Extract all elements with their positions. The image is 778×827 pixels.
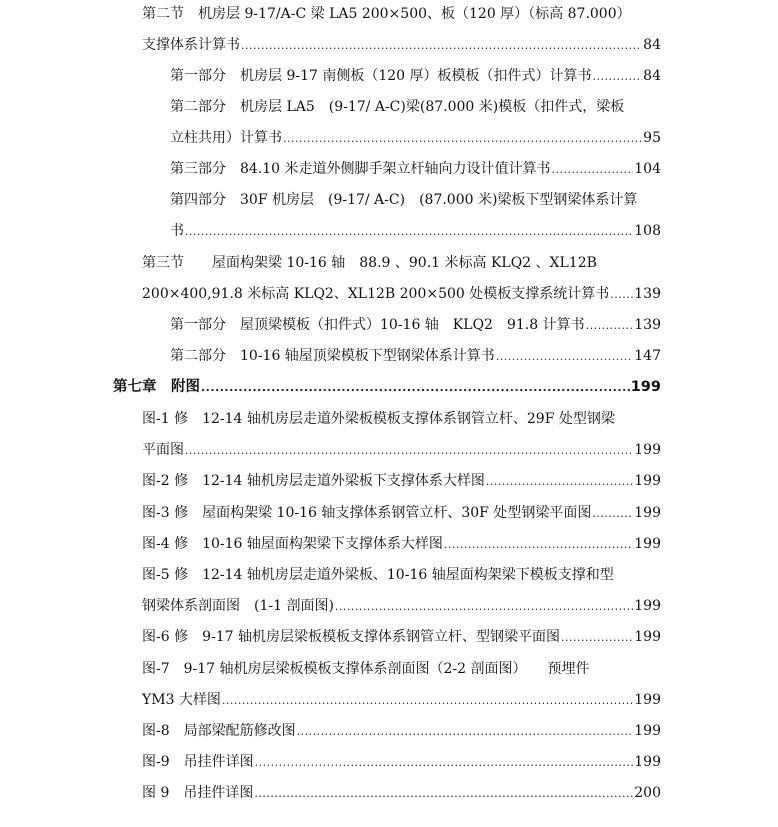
toc-page-number: 84 bbox=[643, 37, 661, 53]
toc-entry bbox=[142, 502, 661, 524]
toc-entry bbox=[142, 283, 661, 305]
toc-page-number: 139 bbox=[634, 286, 661, 302]
toc-entry bbox=[142, 751, 661, 773]
toc-page-number: 139 bbox=[634, 317, 661, 333]
toc-leader-dots bbox=[444, 534, 633, 556]
toc-leader-dots bbox=[255, 752, 634, 774]
toc-entry bbox=[142, 470, 661, 492]
toc-entry bbox=[142, 439, 661, 461]
toc-leader-dots bbox=[185, 221, 633, 243]
toc-entry bbox=[142, 782, 661, 804]
toc-entry-text: 图-6 修 9-17 轴机房层梁板模板支撑体系钢管立杆、型钢梁平面图 bbox=[142, 629, 560, 645]
toc-chapter-entry bbox=[113, 376, 661, 398]
toc-entry bbox=[142, 689, 661, 711]
toc-page-number: 95 bbox=[643, 130, 661, 146]
toc-entry bbox=[142, 658, 660, 680]
toc-page-number: 199 bbox=[634, 754, 661, 770]
toc-page-number: 199 bbox=[634, 598, 661, 614]
toc-entry bbox=[170, 96, 660, 118]
toc-entry-text: 平面图 bbox=[142, 442, 184, 458]
toc-entry-text: 图-7 9-17 轴机房层梁板模板支撑体系剖面图（2-2 剖面图） 预埋件 bbox=[142, 661, 590, 677]
toc-page-number: 199 bbox=[634, 505, 661, 521]
toc-leader-dots bbox=[297, 721, 634, 743]
toc-entry-text: 第三节 屋面构架梁 10-16 轴 88.9 、90.1 米标高 KLQ2 、XL12B bbox=[142, 255, 597, 271]
toc-entry bbox=[170, 220, 661, 242]
toc-entry-text: 第一部分 机房层 9-17 南侧板（120 厚）板模板（扣件式）计算书 bbox=[170, 68, 592, 84]
toc-entry bbox=[170, 345, 661, 367]
toc-entry bbox=[170, 314, 661, 336]
toc-entry-text: 书 bbox=[170, 223, 184, 239]
toc-leader-dots bbox=[593, 66, 643, 88]
toc-leader-dots bbox=[222, 690, 633, 712]
toc-entry-text: 图-3 修 屋面构架梁 10-16 轴支撑体系钢管立杆、30F 处型钢梁平面图 bbox=[142, 505, 592, 521]
toc-entry bbox=[142, 34, 661, 56]
toc-leader-dots bbox=[592, 503, 633, 525]
toc-page-number: 200 bbox=[634, 785, 661, 801]
toc-entry bbox=[142, 533, 661, 555]
toc-leader-dots bbox=[283, 128, 642, 150]
toc-entry bbox=[142, 564, 660, 586]
toc-entry-text: 支撑体系计算书 bbox=[142, 37, 240, 53]
toc-entry-text: 图-1 修 12-14 轴机房层走道外梁板模板支撑体系钢管立杆、29F 处型钢梁 bbox=[142, 411, 615, 427]
toc-page-number: 108 bbox=[634, 223, 661, 239]
toc-entry-text: 第一部分 屋顶梁模板（扣件式）10-16 轴 KLQ2 91.8 计算书 bbox=[170, 317, 585, 333]
toc-entry-text: YM3 大样图 bbox=[142, 692, 221, 708]
toc-page-number: 147 bbox=[634, 348, 661, 364]
toc-leader-dots bbox=[610, 284, 633, 306]
toc-entry-text: 图-8 局部梁配筋修改图 bbox=[142, 723, 296, 739]
toc-leader-dots bbox=[185, 440, 633, 462]
toc-leader-dots bbox=[586, 315, 634, 337]
toc-entry bbox=[142, 408, 660, 430]
toc-page-number: 104 bbox=[634, 161, 661, 177]
toc-entry-text: 图-9 吊挂件详图 bbox=[142, 754, 254, 770]
toc-entry bbox=[142, 626, 661, 648]
toc-entry-text: 图-2 修 12-14 轴机房层走道外梁板下支撑体系大样图 bbox=[142, 473, 485, 489]
toc-entry bbox=[170, 189, 660, 211]
toc-leader-dots bbox=[201, 377, 630, 399]
toc-page-number: 199 bbox=[630, 379, 661, 395]
toc-entry bbox=[142, 595, 661, 617]
toc-page-number: 199 bbox=[634, 442, 661, 458]
toc-entry bbox=[142, 3, 658, 25]
toc-entry bbox=[142, 252, 660, 274]
toc-page-number: 199 bbox=[634, 536, 661, 552]
toc-page-number: 199 bbox=[634, 473, 661, 489]
toc-entry bbox=[142, 720, 661, 742]
toc-entry-text: 第三部分 84.10 米走道外侧脚手架立杆轴向力设计值计算书 bbox=[170, 161, 551, 177]
toc-entry-text: 钢梁体系剖面图 (1-1 剖面图) bbox=[142, 598, 334, 614]
toc-entry-text: 图 9 吊挂件详图 bbox=[142, 785, 254, 801]
toc-entry-text: 图-4 修 10-16 轴屋面构架梁下支撑体系大样图 bbox=[142, 536, 443, 552]
toc-entry-text: 立柱共用）计算书 bbox=[170, 130, 282, 146]
toc-page-number: 199 bbox=[634, 692, 661, 708]
toc-leader-dots bbox=[561, 627, 633, 649]
toc-leader-dots bbox=[335, 596, 633, 618]
toc-entry-text: 第二部分 机房层 LA5 (9-17/ A-C)梁(87.000 米)模板（扣件式，梁板 bbox=[170, 99, 625, 115]
toc-entry bbox=[170, 127, 661, 149]
toc-leader-dots bbox=[552, 159, 634, 181]
toc-leader-dots bbox=[486, 471, 633, 493]
toc-leader-dots bbox=[241, 35, 642, 57]
toc-entry-text: 第二节 机房层 9-17/A-C 梁 LA5 200×500、板（120 厚）（标高 87.000） bbox=[142, 6, 631, 22]
toc-leader-dots bbox=[254, 783, 633, 805]
toc-page-number: 199 bbox=[634, 629, 661, 645]
toc-entry bbox=[170, 65, 661, 87]
toc-entry-text: 第四部分 30F 机房层 (9-17/ A-C) (87.000 米)梁板下型钢梁体系计算 bbox=[170, 192, 638, 208]
toc-page-number: 84 bbox=[643, 68, 661, 84]
toc-page-number: 199 bbox=[634, 723, 661, 739]
toc-entry-text: 图-5 修 12-14 轴机房层走道外梁板、10-16 轴屋面构架梁下模板支撑和型 bbox=[142, 567, 614, 583]
toc-entry-text: 第二部分 10-16 轴屋顶梁模板下型钢梁体系计算书 bbox=[170, 348, 495, 364]
toc-leader-dots bbox=[496, 346, 633, 368]
toc-entry-text: 第七章 附图 bbox=[113, 379, 200, 395]
toc-entry bbox=[170, 158, 661, 180]
toc-entry-text: 200×400,91.8 米标高 KLQ2、XL12B 200×500 处模板支撑系统计算书 bbox=[142, 286, 610, 302]
